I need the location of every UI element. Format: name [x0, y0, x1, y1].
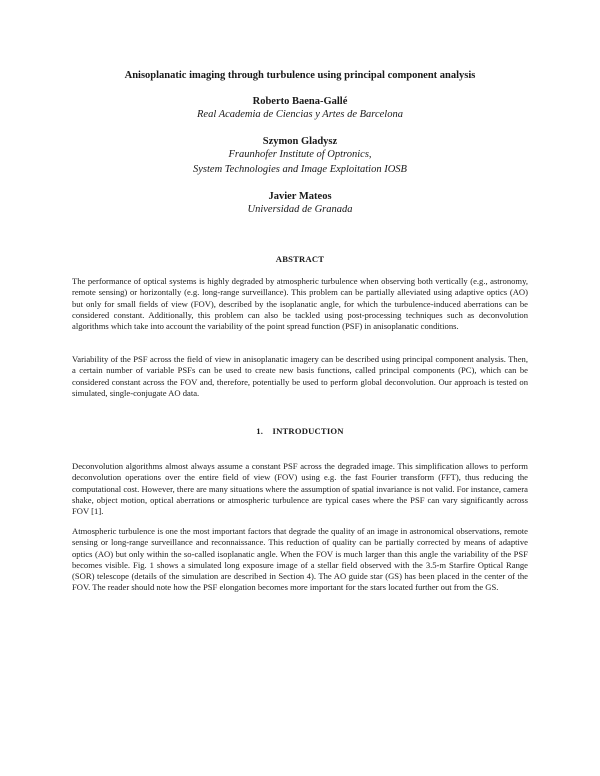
abstract-heading: ABSTRACT	[275, 254, 325, 264]
author-affiliation: Universidad de Granada	[247, 204, 353, 215]
section-heading-introduction: 1. INTRODUCTION	[256, 426, 344, 436]
author-name: Javier Mateos	[268, 191, 332, 202]
abstract-paragraph: The performance of optical systems is highly degraded by atmospheric turbulence when observing both vertically (e.g., astronomy, remote sensing) or horizontally (e.g. long-range surveillance). This problem can be partially alleviated using adaptive optics (AO) but only for small fields of view (FOV), described by the isoplanatic angle, for which the turbulence-induced aberrations can be considered constant. Additionally, this problem can also be tackled using post-processing techniques such as deconvolution algorithms which take into account the variability of the point spread function (PSF) in anisoplanatic conditions.	[72, 276, 528, 332]
author-block-2	[0, 136, 600, 177]
author-block-3	[0, 191, 600, 217]
author-affiliation: System Technologies and Image Exploitation IOSB	[193, 164, 407, 175]
author-affiliation: Fraunhofer Institute of Optronics,	[228, 149, 372, 160]
author-affiliation: Real Academia de Ciencias y Artes de Barcelona	[197, 109, 403, 120]
intro-paragraph: Atmospheric turbulence is one the most important factors that degrade the quality of an image in astronomical observations, remote sensing or long-range surveillance and reconnaissance. This reduction of quality can be partially corrected by means of adaptive optics (AO) but only within the so-called isoplanatic angle. When the FOV is much larger than this angle the variability of the PSF becomes visible. Fig. 1 shows a simulated long exposure image of a stellar field observed with the 3.5-m Starfire Optical Range (SOR) telescope (details of the simulation are described in Section 4). The AO guide star (GS) has been placed in the center of the FOV. The reader should note how the PSF elongation becomes more important for the stars located further out from the GS.	[72, 526, 528, 593]
author-name: Szymon Gladysz	[262, 136, 338, 147]
paper-title: Anisoplanatic imaging through turbulence using principal component analysis	[124, 70, 476, 81]
author-name: Roberto Baena-Gallé	[252, 96, 348, 107]
abstract-paragraph: Variability of the PSF across the field of view in anisoplanatic imagery can be described using principal component analysis. Then, a certain number of variable PSFs can be used to create new basis functions, called principal components (PC), which can be considered constant across the FOV and, therefore, potentially be used to perform global deconvolution. Our approach is tested on simulated, single-conjugate AO data.	[72, 354, 528, 398]
intro-paragraph: Deconvolution algorithms almost always assume a constant PSF across the degraded image. This simplification allows to perform deconvolution operations over the entire field of view (FOV) using e.g. the fast Fourier transform (FFT), thus reducing the computational cost. However, there are many situations where the assumption of spatial invariance is not valid. For instance, camera shake, object motion, optical aberrations or atmospheric turbulence are typical cases where the PSF can vary significantly across FOV [1].	[72, 461, 528, 517]
author-block-1	[0, 96, 600, 122]
